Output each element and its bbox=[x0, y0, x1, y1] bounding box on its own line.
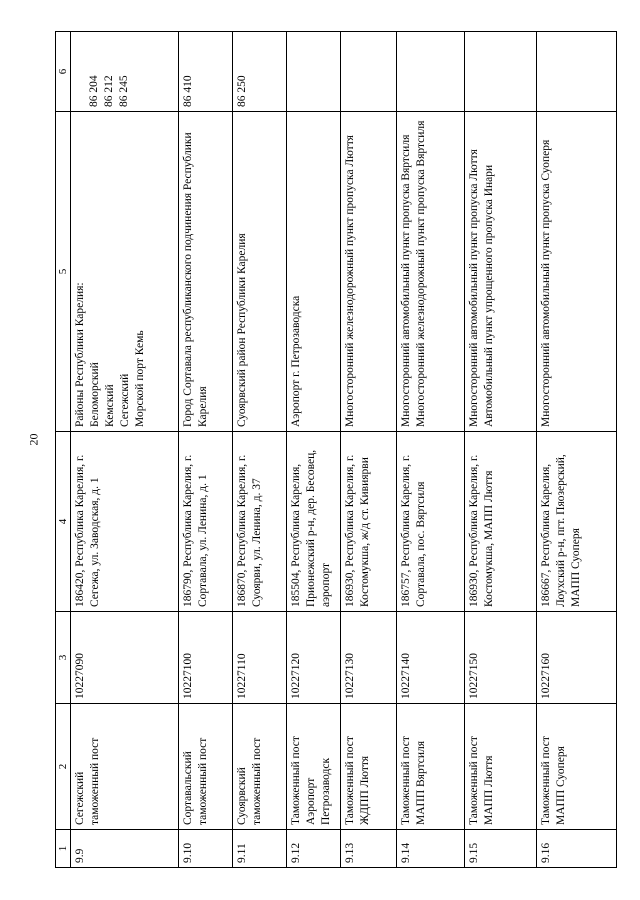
row-number: 9.16 bbox=[537, 830, 617, 868]
column-header-1: 1 bbox=[56, 830, 71, 868]
post-name: Сортавальский таможенный пост bbox=[179, 704, 233, 830]
row-number: 9.12 bbox=[287, 830, 341, 868]
table-row bbox=[537, 32, 617, 868]
post-name: Суоярвский таможенный пост bbox=[233, 704, 287, 830]
okato-code: 86 204 bbox=[88, 75, 101, 107]
post-name: Таможенный пост МАПП Люття bbox=[465, 704, 537, 830]
region-line: Автомобильный пункт упрощенного пропуска Инари bbox=[483, 164, 496, 427]
okato-code: 86 410 bbox=[179, 32, 233, 112]
post-address: 186790, Республика Карелия, г. Сортавала, ул. Ленина, д. 1 bbox=[179, 432, 233, 612]
column-header-3: 3 bbox=[56, 612, 71, 704]
post-code: 10227120 bbox=[287, 612, 341, 704]
table-row bbox=[179, 32, 233, 868]
region-line: Многосторонний автомобильный пункт пропуска Люття bbox=[468, 149, 481, 427]
header-row bbox=[56, 32, 71, 868]
okato-cell bbox=[71, 32, 179, 112]
region-cell: Суоярвский район Республики Карелия bbox=[233, 112, 287, 432]
post-code: 10227130 bbox=[341, 612, 397, 704]
okato-spacer bbox=[73, 36, 87, 107]
post-code: 10227140 bbox=[397, 612, 465, 704]
okato-code bbox=[465, 32, 537, 112]
post-name: Сегежский таможенный пост bbox=[71, 704, 179, 830]
post-code: 10227160 bbox=[537, 612, 617, 704]
post-address: 186667, Республика Карелия, Лоухский р-н, пгт. Пяозерский, МАПП Суоперя bbox=[537, 432, 617, 612]
okato-code: 86 245 bbox=[118, 75, 131, 107]
row-number: 9.10 bbox=[179, 830, 233, 868]
post-address: 186930, Республика Карелия, г. Костомукша, ж/д ст. Кивиярви bbox=[341, 432, 397, 612]
customs-posts-table bbox=[55, 31, 617, 868]
row-number: 9.15 bbox=[465, 830, 537, 868]
okato-code bbox=[397, 32, 465, 112]
row-number: 9.14 bbox=[397, 830, 465, 868]
region-cell: Город Сортавала республиканского подчинения Республики Карелия bbox=[179, 112, 233, 432]
region-line: Беломорский bbox=[89, 362, 102, 427]
region-cell bbox=[465, 112, 537, 432]
column-header-4: 4 bbox=[56, 432, 71, 612]
region-line: Районы Республики Карелия: bbox=[74, 282, 87, 427]
page-number: 20 bbox=[26, 433, 41, 446]
table-row bbox=[287, 32, 341, 868]
rotated-table-container bbox=[55, 32, 640, 868]
row-number: 9.9 bbox=[71, 830, 179, 868]
region-line: Сегежский bbox=[119, 373, 132, 427]
row-number: 9.11 bbox=[233, 830, 287, 868]
okato-code: 86 250 bbox=[233, 32, 287, 112]
region-cell bbox=[71, 112, 179, 432]
post-name: Таможенный пост ЖДПП Люття bbox=[341, 704, 397, 830]
region-cell: Многосторонний автомобильный пункт пропуска Вяртсиля Многосторонний железнодорожный пункт пропуска Вяртсиля bbox=[397, 112, 465, 432]
column-header-5: 5 bbox=[56, 112, 71, 432]
post-code: 10227150 bbox=[465, 612, 537, 704]
region-cell: Аэропорт г. Петрозаводска bbox=[287, 112, 341, 432]
post-name: Таможенный пост Аэропорт Петрозаводск bbox=[287, 704, 341, 830]
table-row bbox=[397, 32, 465, 868]
table-row bbox=[341, 32, 397, 868]
region-cell: Многосторонний автомобильный пункт пропуска Суоперя bbox=[537, 112, 617, 432]
post-name: Таможенный пост МАПП Вяртсиля bbox=[397, 704, 465, 830]
post-name: Таможенный пост МАПП Суоперя bbox=[537, 704, 617, 830]
region-line: Морской порт Кемь bbox=[134, 330, 147, 427]
okato-code: 86 212 bbox=[103, 75, 116, 107]
region-cell: Многосторонний железнодорожный пункт пропуска Люття bbox=[341, 112, 397, 432]
post-address: 186420, Республика Карелия, г. Сегежа, ул. Заводская, д. 1 bbox=[71, 432, 179, 612]
post-address: 186870, Республика Карелия, г. Суоярви, ул. Ленина, д. 37 bbox=[233, 432, 287, 612]
post-code: 10227110 bbox=[233, 612, 287, 704]
row-number: 9.13 bbox=[341, 830, 397, 868]
column-header-2: 2 bbox=[56, 704, 71, 830]
okato-code bbox=[287, 32, 341, 112]
table-wrapper bbox=[55, 32, 617, 868]
column-header-6: 6 bbox=[56, 32, 71, 112]
post-code: 10227100 bbox=[179, 612, 233, 704]
post-address: 186757, Республика Карелия, г. Сортавала, пос. Вяртсиля bbox=[397, 432, 465, 612]
post-code: 10227090 bbox=[71, 612, 179, 704]
post-address: 186930, Республика Карелия, г. Костомукша, МАПП Люття bbox=[465, 432, 537, 612]
table-row bbox=[71, 32, 179, 868]
post-address: 185504, Республика Карелия, Прионежский р-н, дер. Бесовец, аэропорт bbox=[287, 432, 341, 612]
table-row bbox=[465, 32, 537, 868]
region-line: Кемский bbox=[104, 384, 117, 427]
okato-code bbox=[537, 32, 617, 112]
table-row bbox=[233, 32, 287, 868]
okato-code bbox=[341, 32, 397, 112]
